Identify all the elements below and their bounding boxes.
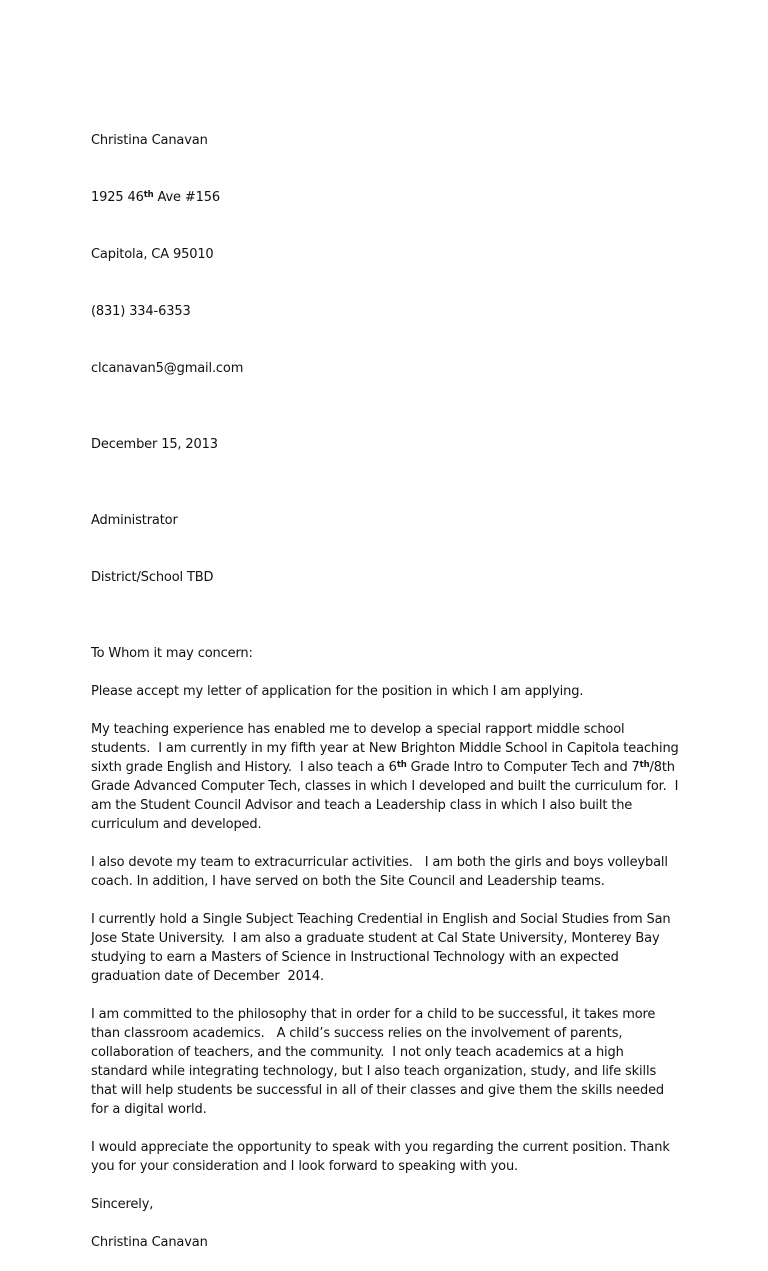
experience-paragraph xyxy=(91,720,681,834)
sender-email: clcanavan5@gmail.com xyxy=(91,361,244,376)
recipient-block xyxy=(91,473,681,625)
sender-street-ordinal: th xyxy=(143,190,154,200)
salutation: To Whom it may concern: xyxy=(91,646,253,661)
sender-block xyxy=(91,93,681,416)
closing-salutation: Sincerely, xyxy=(91,1197,154,1212)
cover-letter xyxy=(91,93,681,1271)
sender-street-rest: Ave #156 xyxy=(153,190,220,205)
sender-name: Christina Canavan xyxy=(91,133,208,148)
recipient-org: District/School TBD xyxy=(91,570,214,585)
sender-city: Capitola, CA 95010 xyxy=(91,247,214,262)
philosophy-paragraph: I am committed to the philosophy that in order for a child to be successful, it takes more than classroom academics. A child’s success relies on the involvement of parents, collaboration of teachers, and the community. I not only teach academics at a high standard while integrating technology, but I also teach organization, study, and life skills that will help students be successful in all of their classes and give them the skills needed for a digital world. xyxy=(91,1007,669,1117)
intro-paragraph: Please accept my letter of application for the position in which I am applying. xyxy=(91,684,584,699)
signature-name: Christina Canavan xyxy=(91,1235,208,1250)
grade-ordinal-6: th xyxy=(396,760,407,770)
letter-date: December 15, 2013 xyxy=(91,437,218,452)
grade-ordinal-7: th xyxy=(639,760,650,770)
experience-text-b: Grade Intro to Computer Tech and 7 xyxy=(406,760,640,775)
sender-street-number: 1925 46 xyxy=(91,190,144,205)
credential-paragraph: I currently hold a Single Subject Teaching Credential in English and Social Studies from San Jose State University. I am also a graduate student at Cal State University, Monterey Bay studying to earn a Masters of Science in Instructional Technology with an expected graduation date of December 2014. xyxy=(91,912,675,984)
closing-paragraph: I would appreciate the opportunity to speak with you regarding the current position. Thank you for your consideration and I look forward to speaking with you. xyxy=(91,1140,674,1174)
sender-phone: (831) 334-6353 xyxy=(91,304,191,319)
extracurricular-paragraph: I also devote my team to extracurricular activities. I am both the girls and boys volleyball coach. In addition, I have served on both the Site Council and Leadership teams. xyxy=(91,855,672,889)
experience-text-c: /8th Grade Advanced Computer Tech, classes in which I developed and built the curriculum for. I am the Student Council Advisor and teach a Leadership class in which I also built the curriculum and developed. xyxy=(91,760,683,832)
experience-text-a: My teaching experience has enabled me to develop a special rapport middle school students. I am currently in my fifth year at New Brighton Middle School in Capitola teaching sixth grade English and History. I also teach a 6 xyxy=(91,722,683,775)
sender-street xyxy=(91,188,681,207)
recipient-title: Administrator xyxy=(91,513,178,528)
